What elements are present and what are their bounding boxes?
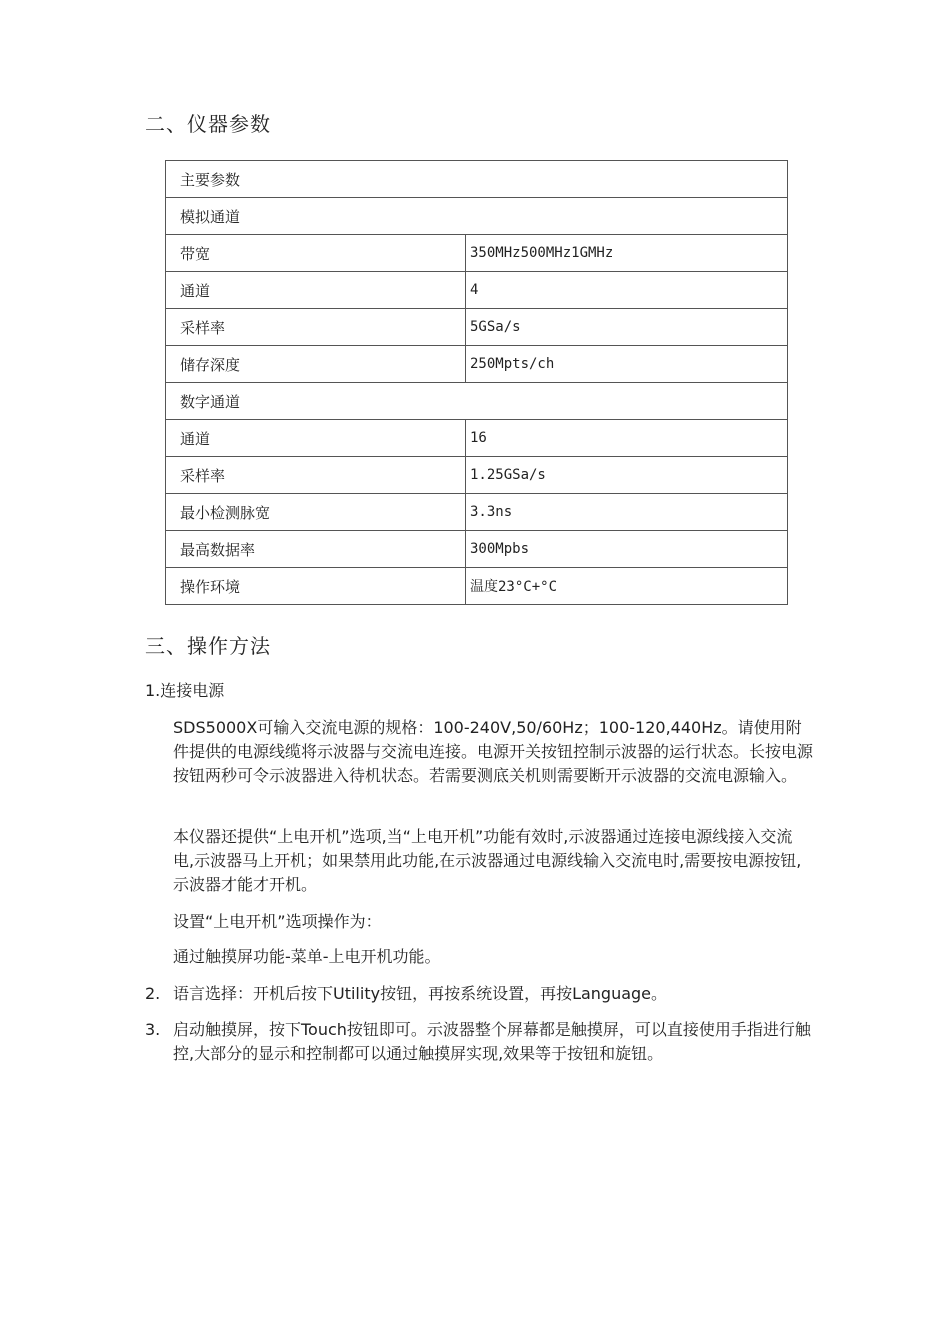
table-row (166, 161, 788, 198)
step-2-number: 2. (145, 984, 161, 1003)
table-row (166, 235, 788, 272)
param-value: 1.25GSa/s (466, 457, 788, 494)
step-3-text: 启动触摸屏，按下Touch按钮即可。示波器整个屏幕都是触摸屏，可以直接使用手指进行触控,大部分的显示和控制都可以通过触摸屏实现,效果等于按钮和旋钮。 (173, 1020, 811, 1063)
param-value: 温度23°C+°C (466, 568, 788, 605)
table-row (166, 383, 788, 420)
param-label: 通道 (166, 420, 466, 457)
param-value: 4 (466, 272, 788, 309)
param-value: 16 (466, 420, 788, 457)
step-3-number: 3. (145, 1020, 161, 1039)
table-row (166, 420, 788, 457)
step-1-title: 1.连接电源 (145, 681, 225, 700)
param-label: 操作环境 (166, 568, 466, 605)
param-label: 最小检测脉宽 (166, 494, 466, 531)
param-value: 5GSa/s (466, 309, 788, 346)
table-row (166, 494, 788, 531)
parameters-table (165, 160, 788, 605)
table-row (166, 346, 788, 383)
section-heading-parameters: 二、仪器参数 (145, 112, 271, 136)
param-value: 3.3ns (466, 494, 788, 531)
table-row (166, 198, 788, 235)
table-row (166, 457, 788, 494)
param-label: 采样率 (166, 457, 466, 494)
param-value: 250Mpts/ch (466, 346, 788, 383)
param-label: 储存深度 (166, 346, 466, 383)
table-row (166, 531, 788, 568)
param-value: 300Mpbs (466, 531, 788, 568)
param-value: 350MHz500MHz1GMHz (466, 235, 788, 272)
table-group-header: 主要参数 (166, 161, 788, 198)
param-label: 通道 (166, 272, 466, 309)
param-label: 采样率 (166, 309, 466, 346)
table-row (166, 272, 788, 309)
table-row (166, 309, 788, 346)
step-1-paragraph-4: 通过触摸屏功能-菜单-上电开机功能。 (173, 947, 441, 966)
parameters-table-body (166, 161, 788, 605)
step-1-paragraph-2: 本仪器还提供“上电开机”选项,当“上电开机”功能有效时,示波器通过连接电源线接入交流电,示波器马上开机；如果禁用此功能,在示波器通过电源线输入交流电时,需要按电源按钮,示波器才能才开机。 (173, 827, 802, 894)
section-heading-operation: 三、操作方法 (145, 634, 271, 658)
param-label: 最高数据率 (166, 531, 466, 568)
step-1-paragraph-1: SDS5000X可输入交流电源的规格：100-240V,50/60Hz；100-120,440Hz。请使用附件提供的电源线缆将示波器与交流电连接。电源开关按钮控制示波器的运行状态。长按电源按钮两秒可令示波器进入待机状态。若需要测底关机则需要断开示波器的交流电源输入。 (173, 718, 814, 785)
param-label: 带宽 (166, 235, 466, 272)
step-2-text: 语言选择：开机后按下Utility按钮，再按系统设置，再按Language。 (173, 984, 668, 1003)
step-1-paragraph-3: 设置“上电开机”选项操作为： (173, 912, 382, 931)
table-group-header: 数字通道 (166, 383, 788, 420)
table-group-header: 模拟通道 (166, 198, 788, 235)
table-row (166, 568, 788, 605)
